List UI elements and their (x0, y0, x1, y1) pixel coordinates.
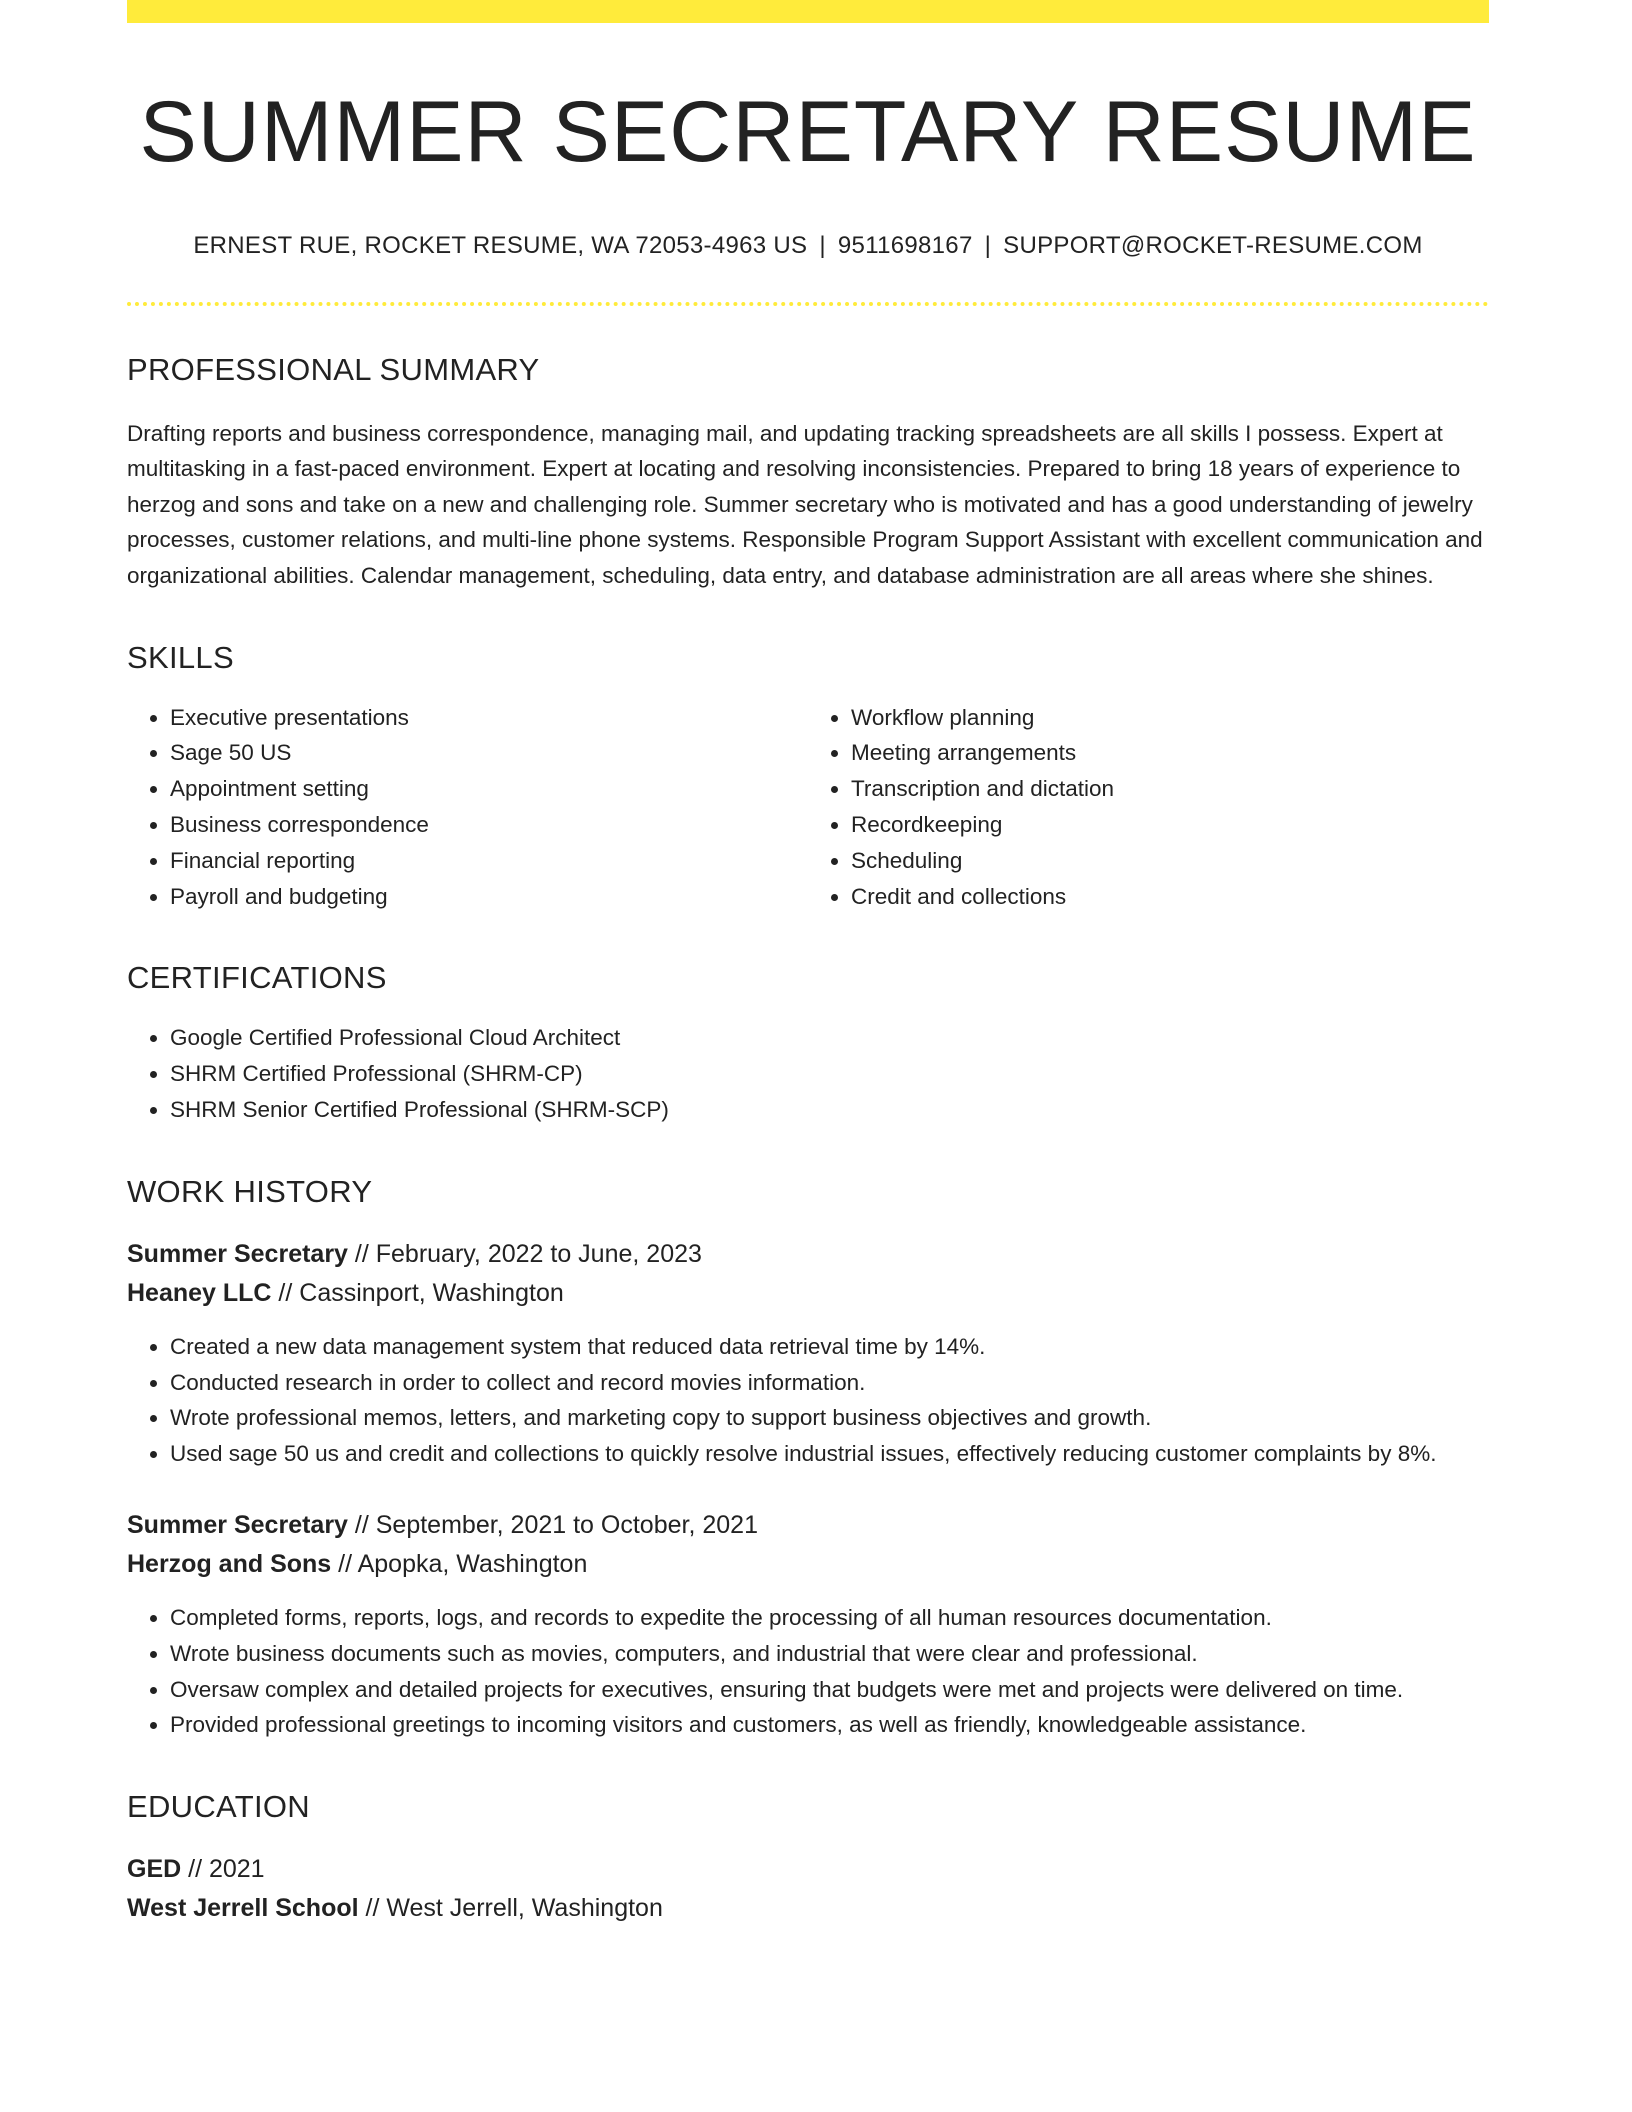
job-entry (127, 1235, 1489, 1472)
contact-phone: 9511698167 (837, 231, 973, 259)
list-item: • Workflow planning (851, 700, 1489, 736)
summary-heading: PROFESSIONAL SUMMARY (127, 351, 540, 387)
contact-line (127, 232, 1489, 260)
certifications-list (127, 1020, 1489, 1127)
education-entry (127, 1850, 1489, 1928)
top-accent-bar (127, 0, 1489, 23)
contact-email: SUPPORT@ROCKET-RESUME.COM (1003, 231, 1423, 259)
work-history-heading: WORK HISTORY (127, 1173, 373, 1209)
list-item: • Wrote business documents such as movies, computers, and industrial that were clear and professional. (170, 1636, 1489, 1672)
job-company: Herzog and Sons (127, 1549, 332, 1578)
list-item: • SHRM Senior Certified Professional (SHRM-SCP) (170, 1092, 1489, 1128)
resume-page (127, 0, 1489, 1928)
skills-heading: SKILLS (127, 639, 234, 675)
list-item: • Financial reporting (170, 843, 808, 879)
job-company-line (127, 1274, 1489, 1313)
job-title-line (127, 1506, 1489, 1545)
list-item: • Wrote professional memos, letters, and marketing copy to support business objectives and growth. (170, 1400, 1489, 1436)
certifications-heading: CERTIFICATIONS (127, 960, 387, 996)
list-item: • Created a new data management system that reduced data retrieval time by 14%. (170, 1329, 1489, 1365)
list-item: • Business correspondence (170, 807, 808, 843)
list-item: • Completed forms, reports, logs, and records to expedite the processing of all human resources documentation. (170, 1600, 1489, 1636)
education-heading: EDUCATION (127, 1789, 310, 1825)
list-item: • Credit and collections (851, 879, 1489, 915)
education-degree-line (127, 1850, 1489, 1889)
list-item: • Used sage 50 us and credit and collections to quickly resolve industrial issues, effectively reducing customer complaints by 8%. (170, 1436, 1489, 1472)
list-item: • SHRM Certified Professional (SHRM-CP) (170, 1056, 1489, 1092)
summary-text: Drafting reports and business correspondence, managing mail, and updating tracking spreadsheets are all skills I possess. Expert at multitasking in a fast-paced environment. Expert at locating and resolving inconsistencies. Prepared to bring 18 years of experience to herzog and sons and take on a new and challenging role. Summer secretary who is motivated and has a good understanding of jewelry processes, customer relations, and multi-line phone systems. Responsible Program Support Assistant with excellent communication and organizational abilities. Calendar management, scheduling, data entry, and database administration are all areas where she shines. (127, 420, 1483, 588)
job-title-line (127, 1235, 1489, 1274)
education-year: // 2021 (181, 1855, 265, 1884)
education-school-line (127, 1889, 1489, 1928)
contact-address: ERNEST RUE, ROCKET RESUME, WA 72053-4963 US (193, 231, 808, 259)
job-dates: // February, 2022 to June, 2023 (347, 1239, 702, 1268)
list-item: • Meeting arrangements (851, 735, 1489, 771)
list-item: • Conducted research in order to collect and record movies information. (170, 1365, 1489, 1401)
contact-separator: | (984, 231, 992, 259)
job-company: Heaney LLC (127, 1278, 272, 1307)
job-bullets (127, 1600, 1489, 1743)
skills-right-list (808, 700, 1489, 915)
list-item: • Oversaw complex and detailed projects for executives, ensuring that budgets were met and projects were delivered on time. (170, 1672, 1489, 1708)
list-item: • Provided professional greetings to incoming visitors and customers, as well as friendly, knowledgeable assistance. (170, 1707, 1489, 1743)
job-entry (127, 1506, 1489, 1743)
list-item: • Appointment setting (170, 771, 808, 807)
list-item: • Transcription and dictation (851, 771, 1489, 807)
job-title: Summer Secretary (127, 1510, 348, 1539)
job-dates: // September, 2021 to October, 2021 (347, 1510, 758, 1539)
skills-columns (127, 700, 1489, 915)
dotted-divider (127, 302, 1489, 306)
list-item: • Recordkeeping (851, 807, 1489, 843)
list-item: • Google Certified Professional Cloud Architect (170, 1020, 1489, 1056)
education-location: // West Jerrell, Washington (358, 1894, 663, 1923)
contact-separator: | (819, 231, 826, 259)
skills-left-list (127, 700, 808, 915)
resume-title: SUMMER SECRETARY RESUME (139, 84, 1477, 180)
job-company-line (127, 1545, 1489, 1584)
job-title: Summer Secretary (127, 1239, 348, 1268)
list-item: • Sage 50 US (170, 735, 808, 771)
job-bullets (127, 1329, 1489, 1472)
job-location: // Apopka, Washington (331, 1549, 588, 1578)
education-school: West Jerrell School (127, 1894, 359, 1923)
list-item: • Executive presentations (170, 700, 808, 736)
list-item: • Scheduling (851, 843, 1489, 879)
list-item: • Payroll and budgeting (170, 879, 808, 915)
education-degree: GED (127, 1855, 182, 1884)
job-location: // Cassinport, Washington (271, 1278, 564, 1307)
